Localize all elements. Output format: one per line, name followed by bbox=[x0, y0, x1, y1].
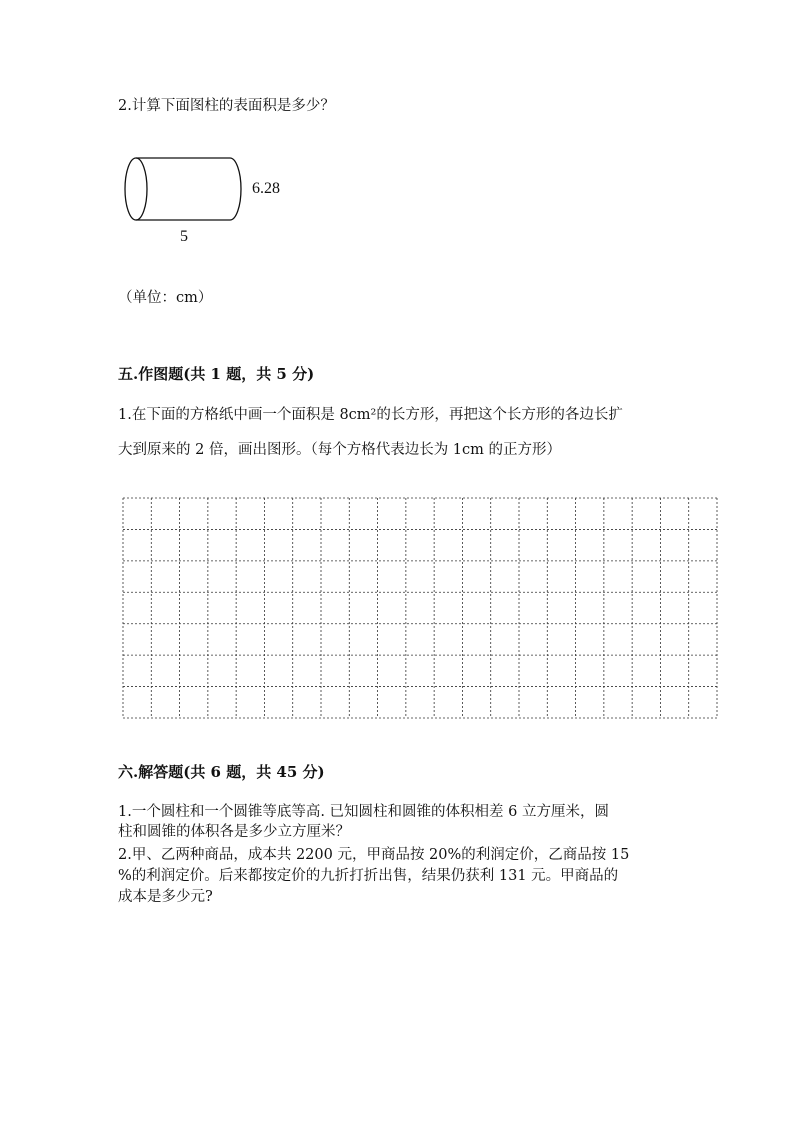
section-5-title: 五.作图题(共 1 题，共 5 分) bbox=[118, 365, 315, 383]
section-6-question-1-line-2: 柱和圆锥的体积各是多少立方厘米？ bbox=[118, 824, 350, 840]
section-6-title: 六.解答题(共 6 题，共 45 分) bbox=[118, 763, 325, 781]
cylinder-shape bbox=[125, 158, 241, 220]
section-6-question-2-line-1: 2.甲、乙两种商品，成本共 2200 元，甲商品按 20%的利润定价，乙商品按 15 bbox=[118, 847, 630, 863]
unit-note: （单位：cm） bbox=[118, 290, 213, 306]
cylinder-right-base bbox=[230, 158, 241, 220]
cylinder-height-label: 6.28 bbox=[252, 180, 280, 197]
cylinder-figure bbox=[118, 150, 318, 250]
section-5-question-1-line-2: 大到原来的 2 倍，画出图形。（每个方格代表边长为 1cm 的正方形） bbox=[118, 442, 562, 458]
grid-paper bbox=[122, 497, 718, 719]
cylinder-left-base bbox=[125, 158, 147, 220]
section-5-question-1-line-1: 1.在下面的方格纸中画一个面积是 8cm²的长方形，再把这个长方形的各边长扩 bbox=[118, 407, 623, 423]
question-2-text: 2.计算下面图柱的表面积是多少？ bbox=[118, 98, 335, 114]
section-6-question-2-line-3: 成本是多少元? bbox=[118, 889, 213, 905]
section-6-question-2-line-2: %的利润定价。后来都按定价的九折打折出售，结果仍获利 131 元。甲商品的 bbox=[118, 868, 619, 884]
cylinder-length-label: 5 bbox=[180, 228, 188, 245]
section-6-question-1-line-1: 1.一个圆柱和一个圆锥等底等高. 已知圆柱和圆锥的体积相差 6 立方厘米，圆 bbox=[118, 804, 609, 820]
